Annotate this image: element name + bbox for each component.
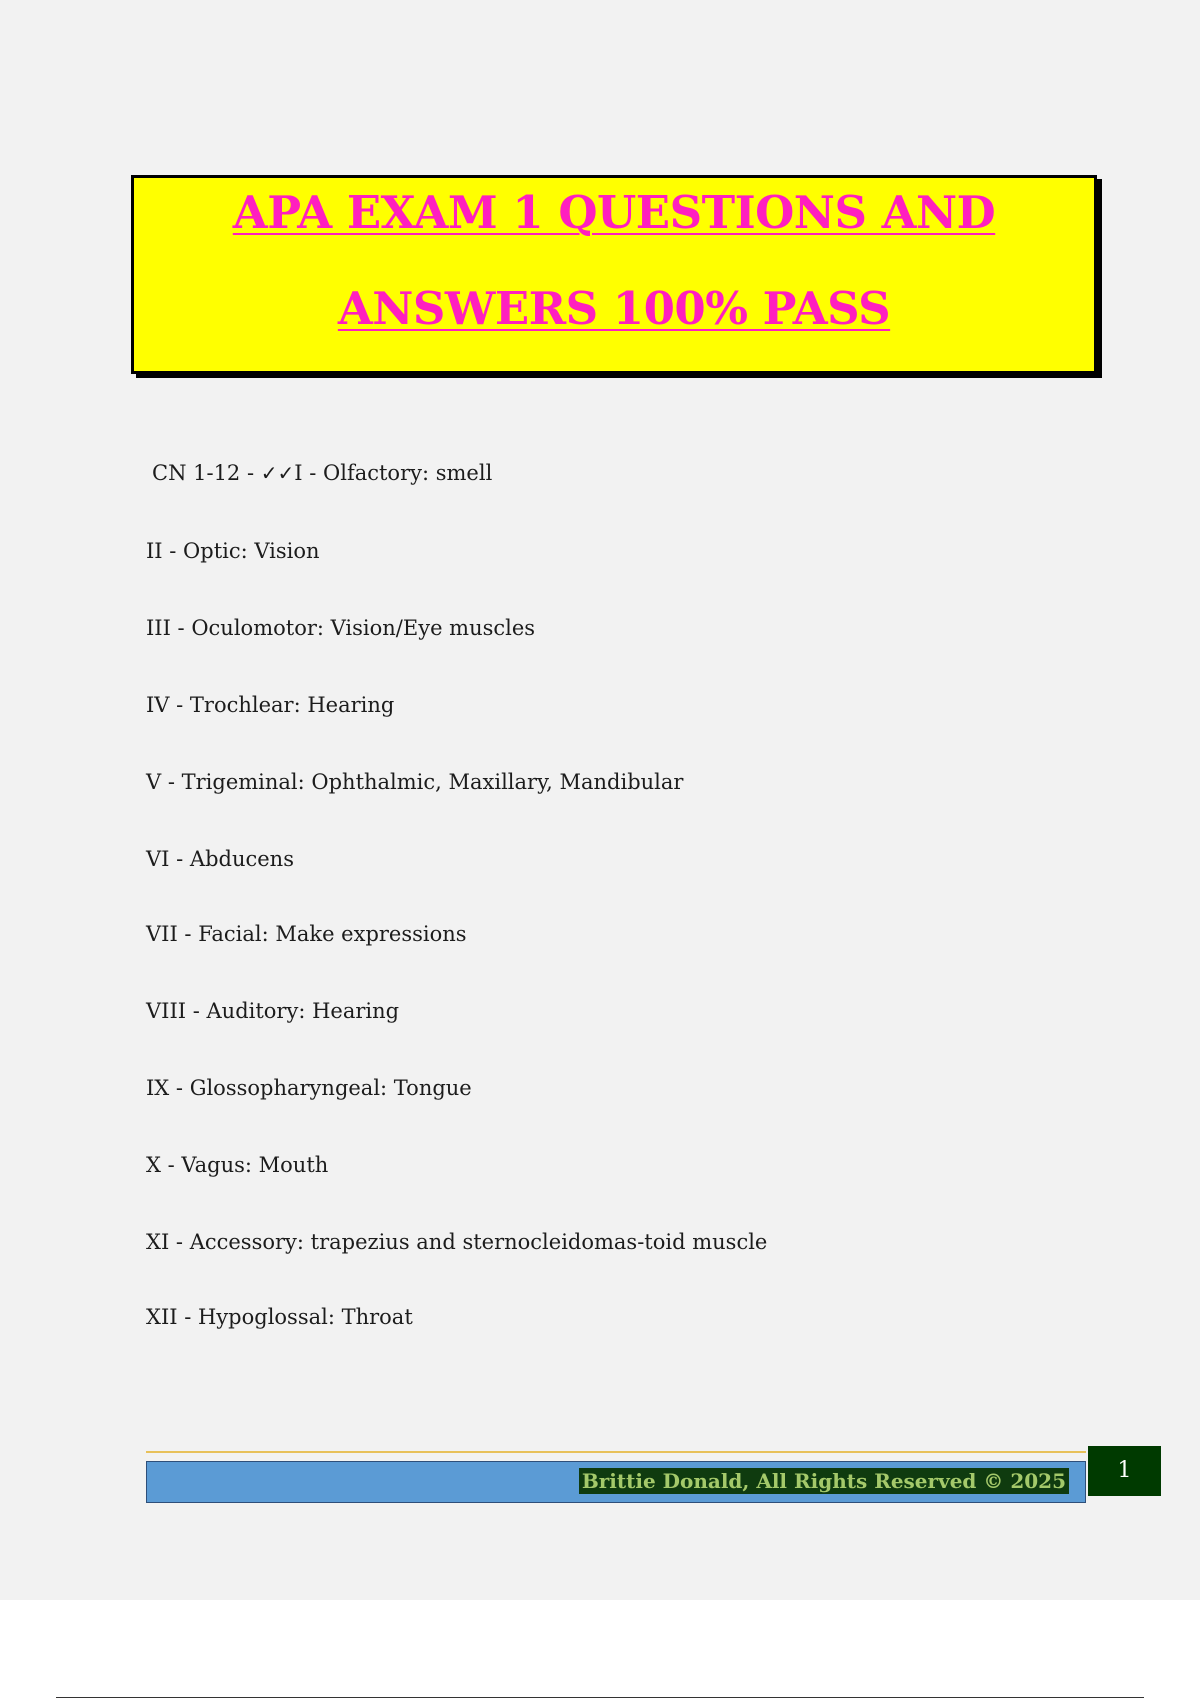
copyright-text: Brittie Donald, All Rights Reserved © 2025 bbox=[579, 1468, 1069, 1494]
answer-item-1: I - Olfactory: smell bbox=[294, 461, 493, 485]
answer-item-11: XI - Accessory: trapezius and sternocleidomas-toid muscle bbox=[146, 1230, 768, 1254]
check-marks-icon: ✓✓ bbox=[260, 461, 295, 485]
question-row bbox=[146, 461, 492, 485]
bottom-divider bbox=[56, 1697, 1144, 1698]
answer-item-6: VI - Abducens bbox=[146, 847, 294, 871]
answer-item-4: IV - Trochlear: Hearing bbox=[146, 693, 395, 717]
title-line-1: APA EXAM 1 QUESTIONS AND bbox=[232, 186, 996, 239]
answer-item-5: V - Trigeminal: Ophthalmic, Maxillary, Mandibular bbox=[146, 770, 684, 794]
page-number: 1 bbox=[1117, 1458, 1132, 1483]
footer-bar bbox=[146, 1461, 1086, 1503]
answer-item-7: VII - Facial: Make expressions bbox=[146, 922, 467, 946]
title-banner bbox=[131, 175, 1097, 374]
answer-item-2: II - Optic: Vision bbox=[146, 539, 320, 563]
answer-item-3: III - Oculomotor: Vision/Eye muscles bbox=[146, 616, 536, 640]
page-number-box bbox=[1088, 1446, 1161, 1496]
title-line-2: ANSWERS 100% PASS bbox=[337, 282, 891, 335]
question-prefix: CN 1-12 - bbox=[152, 461, 261, 485]
answer-item-9: IX - Glossopharyngeal: Tongue bbox=[146, 1076, 472, 1100]
answer-item-8: VIII - Auditory: Hearing bbox=[146, 999, 400, 1023]
answer-item-12: XII - Hypoglossal: Throat bbox=[146, 1305, 413, 1329]
answer-item-10: X - Vagus: Mouth bbox=[146, 1153, 329, 1177]
footer-divider bbox=[146, 1451, 1086, 1453]
